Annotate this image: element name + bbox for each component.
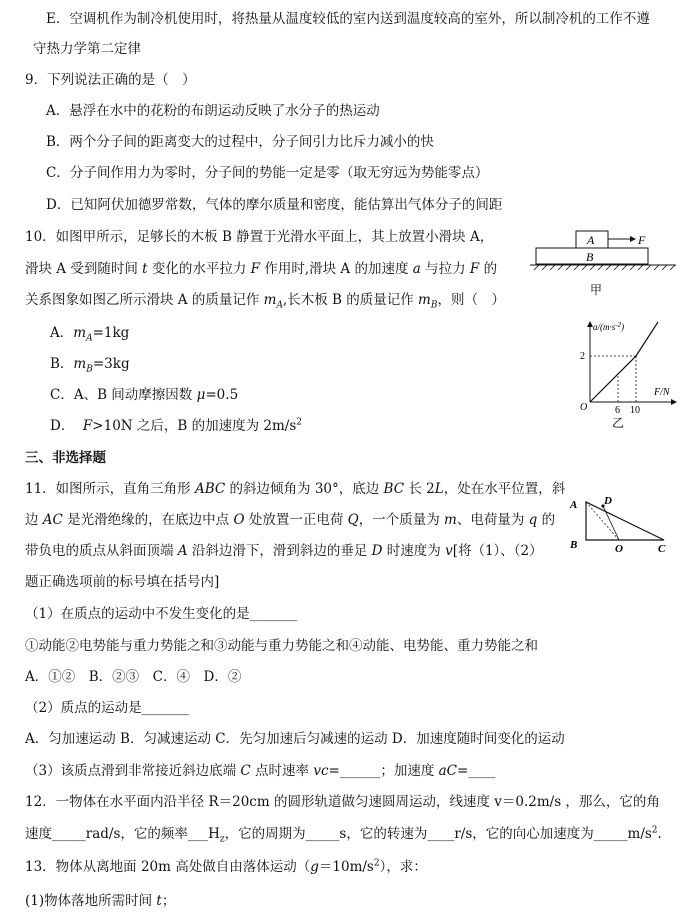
- q11-sub1-options: A．①② B．②③ C．④ D．②: [25, 669, 242, 685]
- q8-option-e-line1: E．空调机作为制冷机使用时，将热量从温度较低的室内送到温度较高的室外，所以制冷机的工作不遵: [46, 11, 650, 27]
- q12-line2: 速度_____rad/s，它的频率$\_\_\_H_z$，它的周期为_____s，它的转速为____r/s，它的向心加速度为$\_\_\_\_\_m/s^2$.: [25, 825, 662, 845]
- q9-option-b: B．两个分子间的距离变大的过程中，分子间引力比斥力减小的快: [46, 134, 434, 150]
- q11-sub1: （1）在质点的运动中不发生变化的是_______: [25, 606, 297, 622]
- q11-line1: 11．如图所示，直角三角形 ABC 的斜边倾角为 30°，底边 BC 长 2L，处在水平位置，斜: [25, 481, 566, 497]
- label-a: A: [570, 499, 578, 511]
- q9-stem: 9．下列说法正确的是（ ）: [25, 72, 196, 88]
- label-o: O: [615, 543, 623, 555]
- figure-yi-caption: 乙: [612, 416, 625, 430]
- x-axis-label: F/N: [654, 387, 670, 398]
- triangle-abc: [586, 502, 664, 540]
- q10-stem-line3: 关系图象如图乙所示滑块 A 的质量记作 $m_A$,长木板 B 的质量记作 $m_B$，则（ ）: [25, 292, 505, 311]
- q13-sub1: (1)物体落地所需时间 t；: [25, 893, 176, 909]
- q11-sub2-options: A．匀加速运动 B．匀减速运动 C．先匀加速后匀减速的运动 D．加速度随时间变化的运动: [25, 731, 565, 747]
- y-tick-2: 2: [580, 351, 585, 362]
- ground-hatch: [534, 265, 675, 270]
- q10-option-a: A．$m_A=1kg$: [50, 325, 130, 344]
- q10-option-c: C．A、B 间动摩擦因数 μ=0.5: [50, 387, 239, 403]
- perpendicular-od: [603, 506, 619, 540]
- label-c: C: [658, 543, 666, 555]
- q11-sub3: （3）该质点滑到非常接近斜边底端 C 点时速率 vc=______；加速度 aC=____: [25, 763, 496, 779]
- x-tick-6: 6: [615, 405, 620, 416]
- force-label: F: [638, 233, 646, 247]
- board-b-label: B: [586, 250, 594, 264]
- q9-option-d: D．已知阿伏加德罗常数，气体的摩尔质量和密度，能估算出气体分子的间距: [46, 197, 503, 213]
- q11-line4: 题正确选项前的标号填在括号内]: [25, 574, 220, 590]
- origin-label: O: [580, 402, 588, 413]
- q13-line1: 13．物体从离地面 20m 高处做自由落体运动$(g=10m/s^2)$，求：: [25, 858, 427, 875]
- label-d: D: [604, 495, 612, 507]
- block-a-label: A: [587, 233, 595, 247]
- q11-line2: 边 AC 是光滑绝缘的，在底边中点 O 处放置一正电荷 Q，一个质量为 m、电荷量为 q 的: [25, 512, 556, 528]
- section-3-heading: 三、非选择题: [25, 450, 106, 466]
- q10-option-b: B．$m_B=3kg$: [50, 356, 130, 375]
- q11-sub1-items: ①动能②电势能与重力势能之和③动能与重力势能之和④动能、电势能、重力势能之和: [25, 638, 538, 654]
- label-b: B: [570, 539, 578, 551]
- graph-segment-1: [590, 356, 636, 402]
- x-tick-10: 10: [630, 405, 640, 416]
- y-axis-label: $a/(m\cdot s^{-2})$: [593, 321, 625, 332]
- graph-segment-2: [636, 322, 658, 356]
- q10-figure-yi: [570, 318, 682, 430]
- figure-jia-caption: 甲: [590, 283, 603, 297]
- q9-option-a: A．悬浮在水中的花粉的布朗运动反映了水分子的热运动: [46, 103, 380, 119]
- q10-figure-jia: [528, 226, 678, 298]
- q12-line1: 12．一物体在水平面内沿半径 R＝20cm 的圆形轨道做匀速圆周运动，线速度 v＝0.2m/s ，那么，它的角: [25, 794, 660, 810]
- q8-option-e-line2: 守热力学第二定律: [33, 41, 141, 57]
- q11-line3: 带负电的质点从斜面顶端 A 沿斜边滑下，滑到斜边的垂足 D 时速度为 v[将（1）、（2）: [25, 543, 543, 559]
- line-ad-dashed: [586, 502, 619, 540]
- q10-stem-line1: 10．如图甲所示，足够长的木板 B 静置于光滑水平面上，其上放置小滑块 A，: [25, 229, 494, 245]
- q11-sub2: （2）质点的运动是_______: [25, 700, 189, 716]
- q10-option-d: D． F>10N 之后，B 的加速度为 $2m/s^2$: [50, 417, 302, 434]
- q9-option-c: C．分子间作用力为零时，分子间的势能一定是零（取无穷远为势能零点）: [46, 165, 489, 181]
- q10-stem-line2: 滑块 A 受到随时间 t 变化的水平拉力 F 作用时,滑块 A 的加速度 a 与拉力 F 的: [25, 261, 498, 277]
- x-axis-arrow: [671, 399, 677, 405]
- q11-figure-triangle: [566, 494, 682, 556]
- force-arrowhead: [630, 236, 636, 242]
